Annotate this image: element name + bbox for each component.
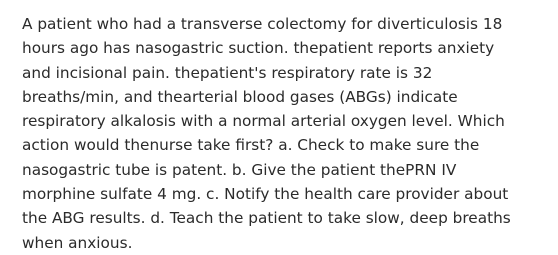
question-text-block <box>22 12 542 255</box>
question-line: morphine sulfate 4 mg. c. Notify the health care provider about <box>22 185 509 204</box>
question-line: and incisional pain. thepatient's respiratory rate is 32 <box>22 63 433 82</box>
question-line: respiratory alkalosis with a normal arterial oxygen level. Which <box>22 112 505 131</box>
question-line: the ABG results. d. Teach the patient to take slow, deep breaths <box>22 209 511 228</box>
question-line: breaths/min, and thearterial blood gases (ABGs) indicate <box>22 87 458 106</box>
question-line: when anxious. <box>22 233 133 252</box>
question-line: action would thenurse take first? a. Check to make sure the <box>22 136 480 155</box>
question-line: nasogastric tube is patent. b. Give the patient thePRN IV <box>22 160 457 179</box>
question-line: A patient who had a transverse colectomy for diverticulosis 18 <box>22 15 503 33</box>
question-line: hours ago has nasogastric suction. thepatient reports anxiety <box>22 39 495 58</box>
